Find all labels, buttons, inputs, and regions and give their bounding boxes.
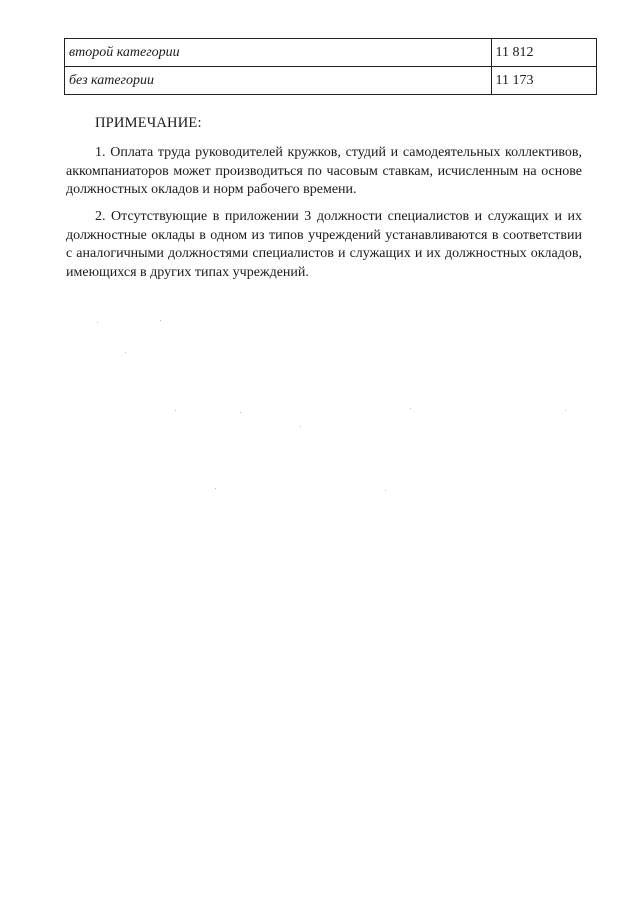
scan-speck [385,490,386,491]
scan-speck [410,408,411,409]
scan-speck [240,412,241,413]
note-paragraph: 2. Отсутствующие в приложении 3 должности специалистов и служащих и их должностные оклады в одном из типов учреждений устанавливаются в соответствии с аналогичными должностями специалистов и служащих и их должностных окладов, имеющихся в других типах учреждений. [66,209,582,280]
table-row [65,39,597,67]
salary-table [64,38,597,95]
scan-speck [215,488,216,489]
scan-speck [175,410,176,411]
scan-speck [300,426,301,427]
category-cell: второй категории [65,39,492,67]
category-cell: без категории [65,67,492,95]
scan-speck [125,352,126,353]
scan-speck [160,320,161,321]
scan-speck [97,322,98,323]
scan-speck [565,410,566,411]
table-row [65,67,597,95]
salary-value-cell: 11 812 [491,39,596,67]
salary-value-cell: 11 173 [491,67,596,95]
note-paragraph: 1. Оплата труда руководителей кружков, студий и самодеятельных коллективов, аккомпаниаторов может производиться по часовым ставкам, исчисленным на основе должностных окладов и норм рабочего времени. [66,145,582,197]
note-title: ПРИМЕЧАНИЕ: [95,115,202,131]
